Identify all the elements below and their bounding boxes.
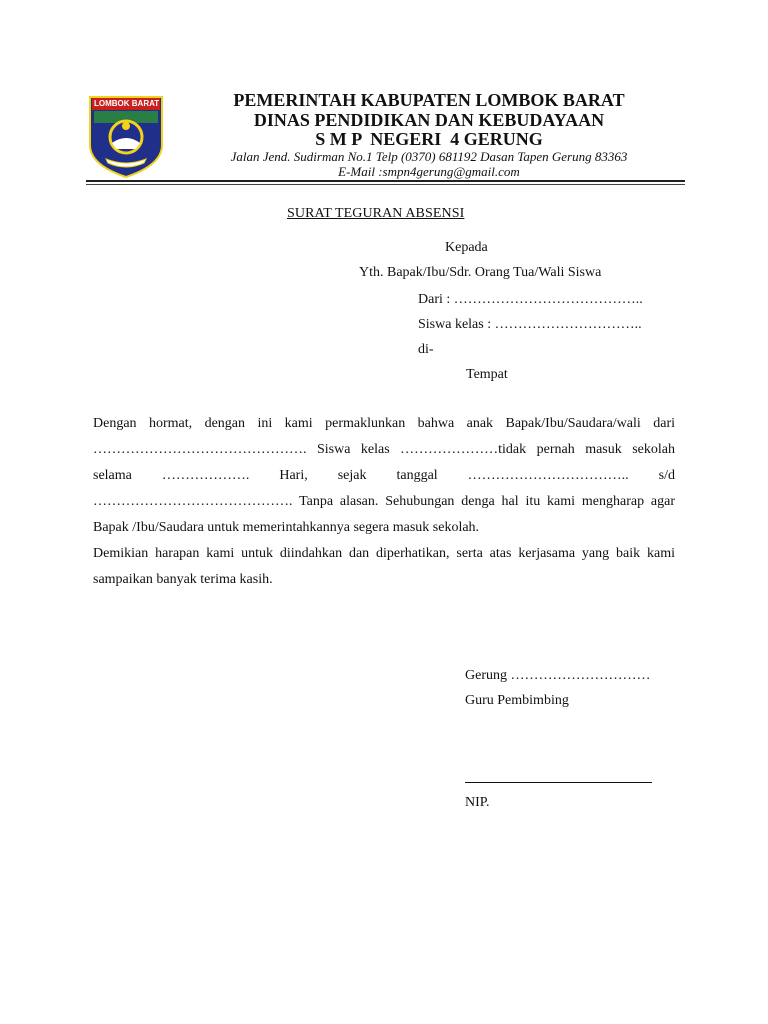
recipient-tempat: Tempat: [466, 367, 508, 382]
letterhead-government: PEMERINTAH KABUPATEN LOMBOK BARAT: [233, 90, 625, 110]
letterhead-school: S M P NEGERI 4 GERUNG: [315, 129, 543, 149]
letterhead-address: Jalan Jend. Sudirman No.1 Telp (0370) 681192 Dasan Tapen Gerung 83363: [230, 149, 628, 164]
letterhead-department: DINAS PENDIDIKAN DAN KEBUDAYAAN: [253, 110, 605, 130]
recipient-yth: Yth. Bapak/Ibu/Sdr. Orang Tua/Wali Siswa: [359, 265, 602, 280]
letter-title: SURAT TEGURAN ABSENSI: [287, 206, 465, 221]
signature-nip: NIP.: [465, 795, 490, 810]
recipient-kepada: Kepada: [445, 240, 488, 255]
school-logo: [86, 93, 166, 179]
logo-text: LOMBOK BARAT: [94, 99, 160, 108]
body-paragraph-notice: Dengan hormat, dengan ini kami permaklunkan bahwa anak Bapak/Ibu/Saudara/wali dari ………………………………………. Siswa kelas …………………tidak pernah masuk sekolah selama ………………. Hari, sejak tanggal …………………………….. s/d ……………………………………. Tanpa alasan. Sehubungan denga hal itu kami mengharap agar Bapak /Ibu/Saudara untuk memerintahkannya segera masuk sekolah.: [93, 416, 675, 535]
letter-body: [93, 411, 675, 593]
body-paragraph-closing: Demikian harapan kami untuk diindahkan dan diperhatikan, serta atas kerjasama yang baik kami sampaikan banyak terima kasih.: [93, 546, 675, 587]
letterhead-divider-thin: [86, 184, 685, 185]
signature-role: Guru Pembimbing: [465, 693, 569, 708]
letterhead-divider-thick: [86, 180, 685, 182]
recipient-dari: Dari : …………………………………..: [418, 292, 643, 307]
recipient-kelas: Siswa kelas : …………………………..: [418, 317, 642, 332]
signature-place-date: Gerung …………………………: [465, 668, 651, 683]
signature-line: [465, 782, 652, 783]
letterhead-email: E-Mail :smpn4gerung@gmail.com: [338, 164, 520, 179]
recipient-di: di-: [418, 342, 434, 357]
